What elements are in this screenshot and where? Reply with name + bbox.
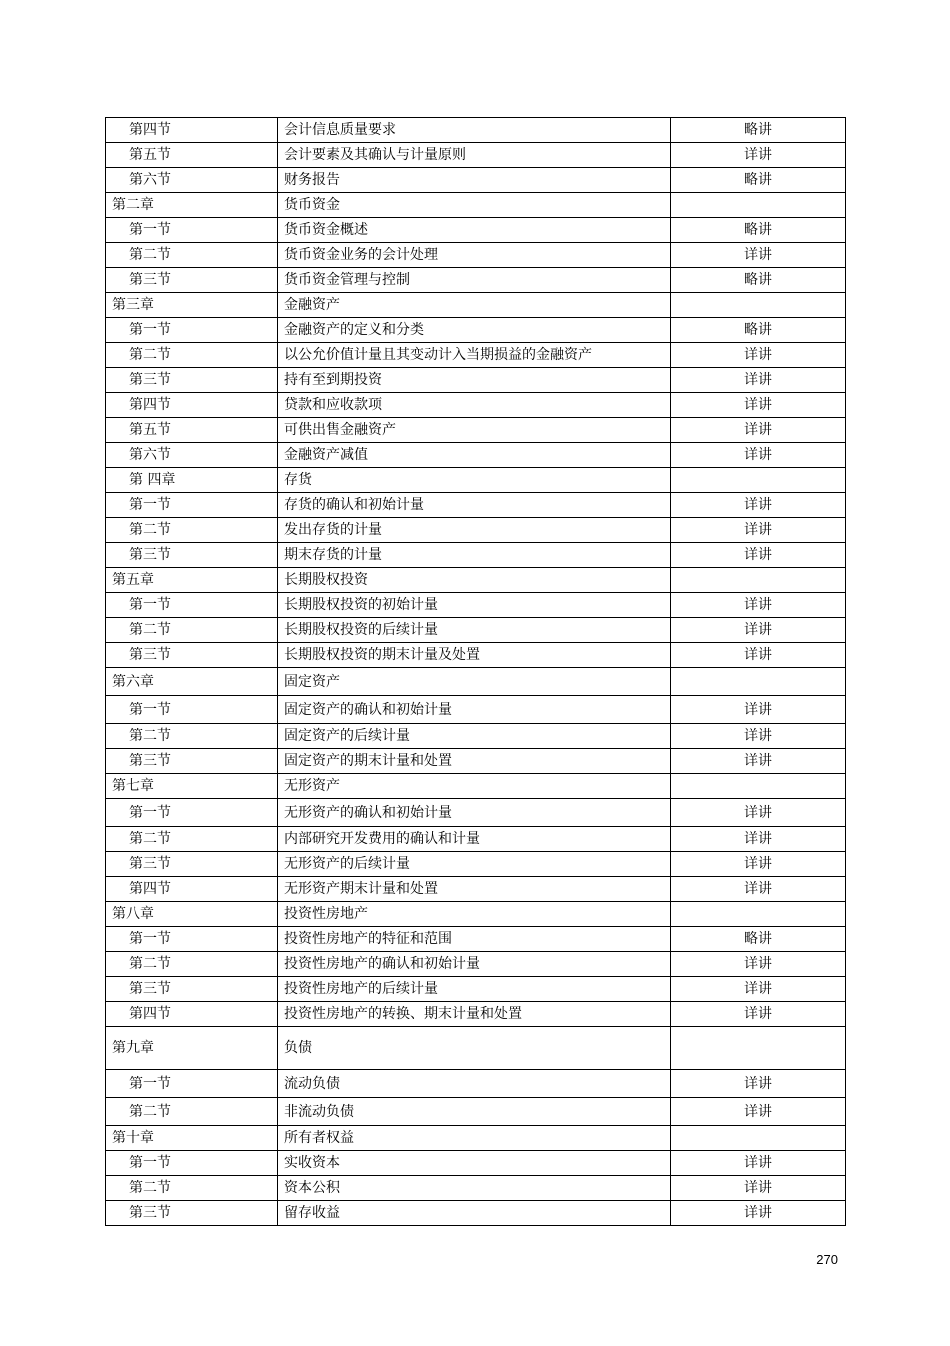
level-cell: 详讲 (671, 1151, 846, 1176)
level-cell (671, 668, 846, 696)
topic-cell: 贷款和应收款项 (278, 393, 671, 418)
level-cell (671, 1027, 846, 1070)
topic-cell: 固定资产的期末计量和处置 (278, 749, 671, 774)
section-row (106, 1070, 846, 1098)
level-cell: 详讲 (671, 243, 846, 268)
section-cell (106, 118, 278, 143)
section-cell (106, 902, 278, 927)
section-cell (106, 1151, 278, 1176)
section-row (106, 977, 846, 1002)
syllabus-rows (106, 118, 846, 1226)
section-row (106, 696, 846, 724)
section-row (106, 927, 846, 952)
section-cell (106, 877, 278, 902)
topic-cell: 负债 (278, 1027, 671, 1070)
chapter-row (106, 668, 846, 696)
topic-cell: 投资性房地产的后续计量 (278, 977, 671, 1002)
topic-cell: 投资性房地产的确认和初始计量 (278, 952, 671, 977)
topic-cell: 固定资产 (278, 668, 671, 696)
section-row (106, 749, 846, 774)
section-cell (106, 168, 278, 193)
section-cell (106, 1176, 278, 1201)
section-cell (106, 1098, 278, 1126)
section-label: 第二节 (129, 728, 171, 744)
section-row (106, 852, 846, 877)
section-cell (106, 977, 278, 1002)
topic-cell: 流动负债 (278, 1070, 671, 1098)
topic-cell: 无形资产 (278, 774, 671, 799)
topic-cell: 货币资金概述 (278, 218, 671, 243)
level-cell (671, 902, 846, 927)
section-cell (106, 799, 278, 827)
level-cell: 详讲 (671, 877, 846, 902)
level-cell: 略讲 (671, 268, 846, 293)
section-label: 第二节 (129, 1180, 171, 1196)
section-label: 第二章 (112, 197, 154, 213)
level-cell: 详讲 (671, 1070, 846, 1098)
topic-cell: 货币资金业务的会计处理 (278, 243, 671, 268)
level-cell: 略讲 (671, 168, 846, 193)
section-cell (106, 143, 278, 168)
section-label: 第 四章 (129, 472, 176, 488)
section-label: 第一节 (129, 597, 171, 613)
section-cell (106, 493, 278, 518)
level-cell: 略讲 (671, 927, 846, 952)
section-cell (106, 243, 278, 268)
level-cell: 详讲 (671, 977, 846, 1002)
topic-cell: 非流动负债 (278, 1098, 671, 1126)
section-label: 第三节 (129, 753, 171, 769)
section-row (106, 1098, 846, 1126)
section-label: 第六节 (129, 172, 171, 188)
topic-cell: 无形资产期末计量和处置 (278, 877, 671, 902)
section-row (106, 724, 846, 749)
section-cell (106, 318, 278, 343)
section-label: 第三节 (129, 547, 171, 563)
section-label: 第十章 (112, 1130, 154, 1146)
section-label: 第一节 (129, 222, 171, 238)
topic-cell: 金融资产减值 (278, 443, 671, 468)
section-cell (106, 443, 278, 468)
section-label: 第一节 (129, 804, 171, 821)
level-cell: 详讲 (671, 696, 846, 724)
topic-cell: 固定资产的确认和初始计量 (278, 696, 671, 724)
section-label: 第三节 (129, 372, 171, 388)
chapter-row (106, 902, 846, 927)
section-row (106, 318, 846, 343)
section-row (106, 1151, 846, 1176)
section-label: 第五节 (129, 147, 171, 163)
section-row (106, 243, 846, 268)
section-label: 第五章 (112, 572, 154, 588)
level-cell: 详讲 (671, 518, 846, 543)
topic-cell: 金融资产的定义和分类 (278, 318, 671, 343)
topic-cell: 可供出售金融资产 (278, 418, 671, 443)
section-row (106, 418, 846, 443)
level-cell: 详讲 (671, 593, 846, 618)
section-cell (106, 368, 278, 393)
level-cell: 详讲 (671, 368, 846, 393)
topic-cell: 货币资金管理与控制 (278, 268, 671, 293)
topic-cell: 投资性房地产的特征和范围 (278, 927, 671, 952)
section-label: 第四节 (129, 881, 171, 897)
section-row (106, 1201, 846, 1226)
level-cell (671, 568, 846, 593)
level-cell (671, 293, 846, 318)
section-cell (106, 952, 278, 977)
level-cell: 详讲 (671, 827, 846, 852)
topic-cell: 以公允价值计量且其变动计入当期损益的金融资产 (278, 343, 671, 368)
section-label: 第一节 (129, 497, 171, 513)
section-label: 第一节 (129, 701, 171, 718)
level-cell (671, 193, 846, 218)
section-label: 第四节 (129, 122, 171, 138)
section-cell (106, 1201, 278, 1226)
section-cell (106, 643, 278, 668)
level-cell: 略讲 (671, 218, 846, 243)
section-cell (106, 543, 278, 568)
section-label: 第三节 (129, 981, 171, 997)
topic-cell: 长期股权投资 (278, 568, 671, 593)
level-cell: 详讲 (671, 952, 846, 977)
section-cell (106, 343, 278, 368)
section-cell (106, 927, 278, 952)
level-cell: 详讲 (671, 543, 846, 568)
section-cell (106, 827, 278, 852)
section-label: 第八章 (112, 906, 154, 922)
level-cell: 详讲 (671, 493, 846, 518)
section-label: 第三节 (129, 856, 171, 872)
level-cell: 详讲 (671, 643, 846, 668)
topic-cell: 发出存货的计量 (278, 518, 671, 543)
section-row (106, 443, 846, 468)
section-row (106, 952, 846, 977)
section-cell (106, 218, 278, 243)
section-cell (106, 518, 278, 543)
section-label: 第三章 (112, 297, 154, 313)
section-label: 第二节 (129, 522, 171, 538)
topic-cell: 持有至到期投资 (278, 368, 671, 393)
section-label: 第六节 (129, 447, 171, 463)
section-label: 第一节 (129, 322, 171, 338)
section-cell (106, 418, 278, 443)
topic-cell: 会计信息质量要求 (278, 118, 671, 143)
section-row (106, 518, 846, 543)
topic-cell: 无形资产的确认和初始计量 (278, 799, 671, 827)
section-label: 第二节 (129, 1103, 171, 1120)
section-label: 第二节 (129, 622, 171, 638)
section-label: 第二节 (129, 831, 171, 847)
section-cell (106, 696, 278, 724)
section-label: 第三节 (129, 647, 171, 663)
topic-cell: 长期股权投资的初始计量 (278, 593, 671, 618)
level-cell (671, 1126, 846, 1151)
section-row (106, 827, 846, 852)
level-cell: 略讲 (671, 318, 846, 343)
topic-cell: 固定资产的后续计量 (278, 724, 671, 749)
section-row (106, 368, 846, 393)
level-cell (671, 468, 846, 493)
section-row (106, 643, 846, 668)
section-label: 第四节 (129, 1006, 171, 1022)
page-number: 270 (816, 1252, 838, 1267)
section-row (106, 468, 846, 493)
section-cell (106, 293, 278, 318)
section-label: 第九章 (112, 1040, 154, 1056)
section-cell (106, 393, 278, 418)
section-row (106, 593, 846, 618)
section-label: 第五节 (129, 422, 171, 438)
chapter-row (106, 293, 846, 318)
section-row (106, 1002, 846, 1027)
level-cell: 详讲 (671, 1098, 846, 1126)
section-row (106, 268, 846, 293)
level-cell: 详讲 (671, 749, 846, 774)
section-row (106, 493, 846, 518)
section-cell (106, 618, 278, 643)
topic-cell: 投资性房地产的转换、期末计量和处置 (278, 1002, 671, 1027)
section-label: 第一节 (129, 931, 171, 947)
section-cell (106, 468, 278, 493)
level-cell: 详讲 (671, 724, 846, 749)
section-cell (106, 668, 278, 696)
section-cell (106, 193, 278, 218)
level-cell: 详讲 (671, 852, 846, 877)
level-cell: 详讲 (671, 618, 846, 643)
section-row (106, 799, 846, 827)
level-cell: 详讲 (671, 1201, 846, 1226)
topic-cell: 财务报告 (278, 168, 671, 193)
topic-cell: 投资性房地产 (278, 902, 671, 927)
syllabus-table (105, 117, 846, 1226)
level-cell: 详讲 (671, 393, 846, 418)
section-label: 第六章 (112, 673, 154, 690)
section-row (106, 218, 846, 243)
section-row (106, 543, 846, 568)
section-cell (106, 1070, 278, 1098)
section-row (106, 118, 846, 143)
section-cell (106, 852, 278, 877)
section-label: 第一节 (129, 1075, 171, 1092)
section-label: 第七章 (112, 778, 154, 794)
level-cell: 详讲 (671, 418, 846, 443)
section-cell (106, 1126, 278, 1151)
topic-cell: 期末存货的计量 (278, 543, 671, 568)
topic-cell: 无形资产的后续计量 (278, 852, 671, 877)
topic-cell: 实收资本 (278, 1151, 671, 1176)
topic-cell: 存货的确认和初始计量 (278, 493, 671, 518)
section-row (106, 877, 846, 902)
chapter-row (106, 1027, 846, 1070)
level-cell: 详讲 (671, 799, 846, 827)
section-row (106, 618, 846, 643)
level-cell: 略讲 (671, 118, 846, 143)
section-row (106, 343, 846, 368)
topic-cell: 长期股权投资的后续计量 (278, 618, 671, 643)
section-cell (106, 1027, 278, 1070)
section-row (106, 1176, 846, 1201)
section-cell (106, 774, 278, 799)
section-cell (106, 1002, 278, 1027)
level-cell: 详讲 (671, 1176, 846, 1201)
topic-cell: 所有者权益 (278, 1126, 671, 1151)
section-label: 第二节 (129, 247, 171, 263)
section-cell (106, 268, 278, 293)
section-cell (106, 593, 278, 618)
topic-cell: 会计要素及其确认与计量原则 (278, 143, 671, 168)
topic-cell: 金融资产 (278, 293, 671, 318)
section-label: 第二节 (129, 347, 171, 363)
section-row (106, 143, 846, 168)
section-label: 第三节 (129, 1205, 171, 1221)
section-row (106, 168, 846, 193)
chapter-row (106, 1126, 846, 1151)
topic-cell: 存货 (278, 468, 671, 493)
topic-cell: 内部研究开发费用的确认和计量 (278, 827, 671, 852)
section-cell (106, 749, 278, 774)
section-label: 第一节 (129, 1155, 171, 1171)
chapter-row (106, 193, 846, 218)
section-label: 第二节 (129, 956, 171, 972)
topic-cell: 资本公积 (278, 1176, 671, 1201)
section-label: 第四节 (129, 397, 171, 413)
topic-cell: 留存收益 (278, 1201, 671, 1226)
section-label: 第三节 (129, 272, 171, 288)
chapter-row (106, 774, 846, 799)
chapter-row (106, 568, 846, 593)
level-cell: 详讲 (671, 143, 846, 168)
level-cell: 详讲 (671, 1002, 846, 1027)
section-cell (106, 568, 278, 593)
level-cell (671, 774, 846, 799)
level-cell: 详讲 (671, 443, 846, 468)
topic-cell: 长期股权投资的期末计量及处置 (278, 643, 671, 668)
section-row (106, 393, 846, 418)
section-cell (106, 724, 278, 749)
topic-cell: 货币资金 (278, 193, 671, 218)
level-cell: 详讲 (671, 343, 846, 368)
